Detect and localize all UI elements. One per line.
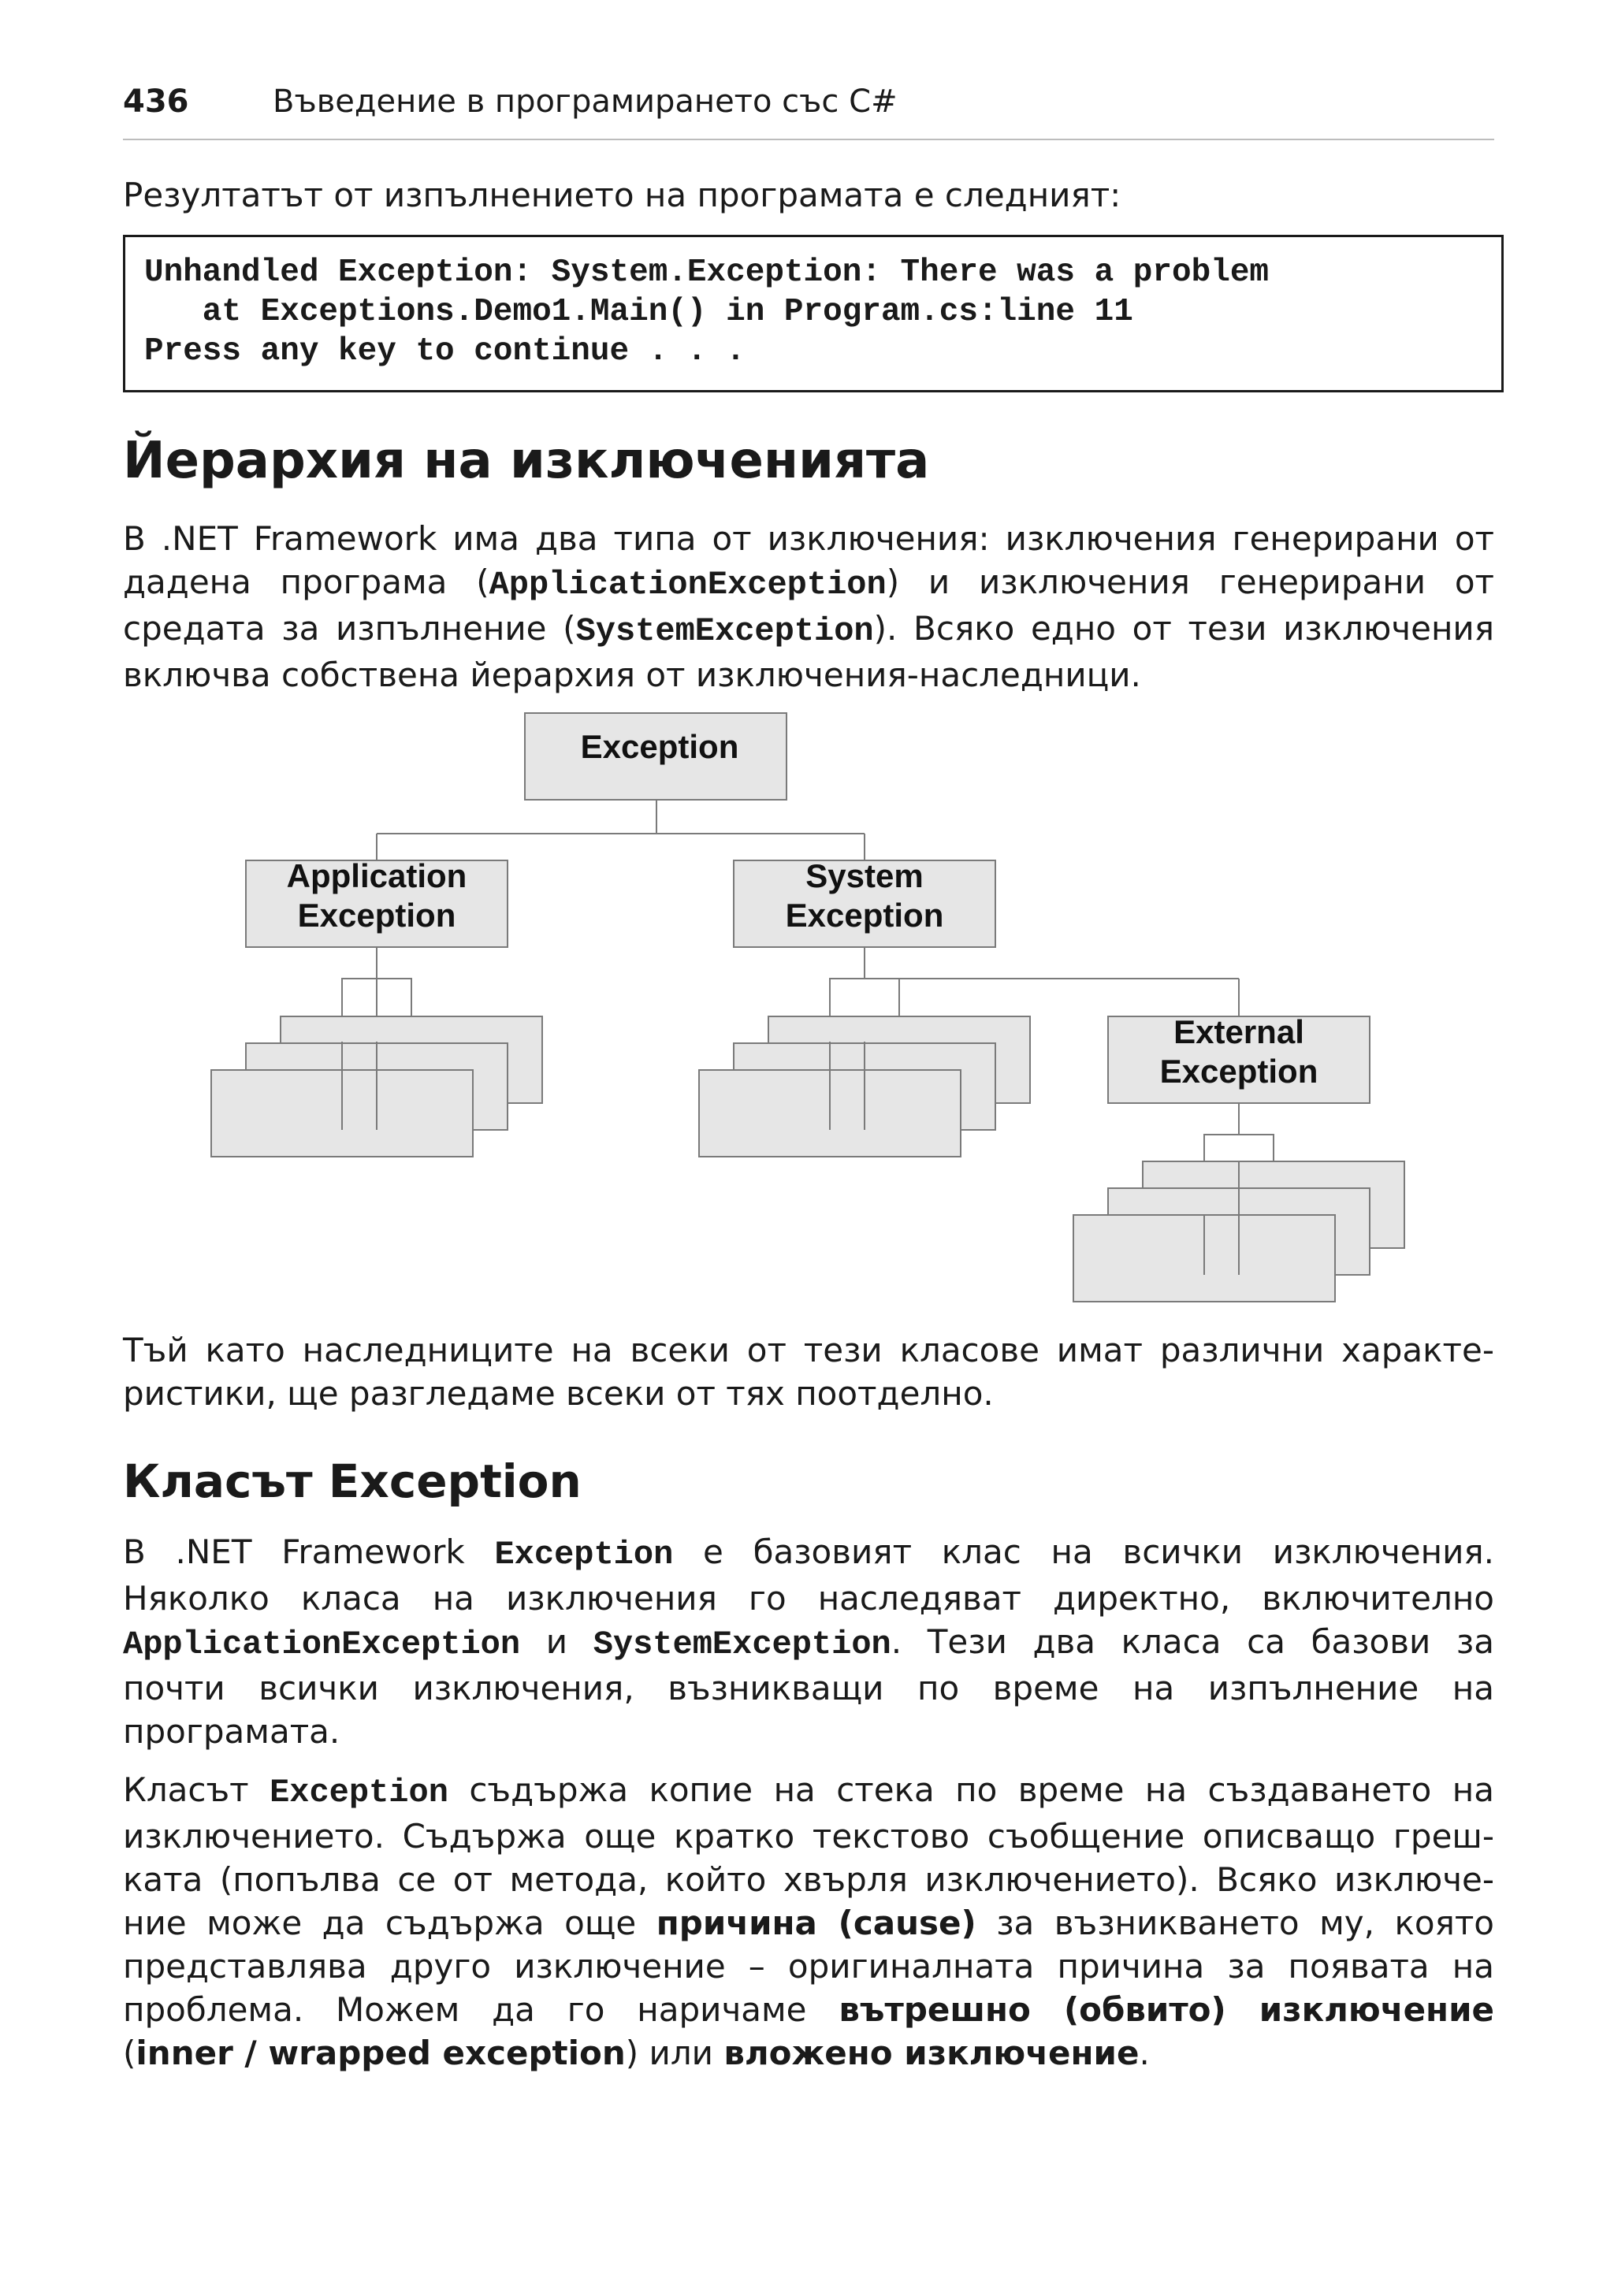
intro-paragraph: Резултатът от изпълнението на програмата е следният: [123,176,1121,214]
book-title: Въведение в програмирането със C# [273,84,898,120]
output-line: Press any key to continue . . . [144,333,746,370]
page-number: 436 [123,84,189,120]
text-line: В .NET Framework има два типа от изключения: изключения генерирани от [123,519,1494,558]
output-line: Unhandled Exception: System.Exception: There was a problem [144,254,1270,291]
text-span: ). Всяко едно от тези изключения [873,609,1494,648]
code-applicationexception: ApplicationException [123,1625,521,1663]
code-exception: Exception [494,1536,674,1573]
text-span: ) и изключения генерирани от [886,563,1494,601]
text-span: е базовият клас на всички изключения. [673,1533,1494,1571]
text-line [123,2031,1494,2075]
text-span: средата за изпълнение ( [123,609,576,648]
text-span: проблема. Можем да го наричаме [123,1990,839,2029]
bold-term-wrapped: inner / wrapped exception [136,2034,626,2072]
text-span: ( [123,2034,136,2072]
text-line [123,1530,1494,1577]
text-span: В .NET Framework [123,1533,495,1571]
text-line [123,1988,1494,2031]
text-span: . Тези два класа са базови за [891,1622,1494,1661]
code-applicationexception: ApplicationException [489,566,887,604]
text-span: . [1139,2034,1150,2072]
node-label-system-2: Exception [785,897,944,934]
text-line: ристики, ще разгледаме всеки от тях поотделно. [123,1374,994,1413]
text-span: дадена програма ( [123,563,489,601]
text-line: изключението. Съдържа още кратко текстово съобщение описващо греш- [123,1817,1494,1856]
text-span: съдържа копие на стека по време на създаването на [448,1770,1494,1809]
text-span: за възникването му, която [976,1904,1495,1942]
section-heading-exception-class: Класът Exception [123,1455,582,1508]
node-label-external: External [1173,1013,1304,1050]
text-line: почти всички изключения, възникващи по време на изпълнение на [123,1669,1494,1707]
output-line: at Exceptions.Demo1.Main() in Program.cs:line 11 [144,294,1133,330]
text-line [123,1620,1494,1666]
text-line: Тъй като наследниците на всеки от тези класове имат различни характе- [123,1331,1494,1369]
text-span: ) или [625,2034,724,2072]
section-heading-hierarchy: Йерархия на изключенията [123,432,930,490]
text-line [123,1901,1494,1945]
node-label-exception: Exception [580,728,739,765]
text-line: включва собствена йерархия от изключения-наследници. [123,656,1141,694]
code-exception: Exception [270,1774,448,1811]
text-line [123,1768,1494,1815]
bold-term-cause: причина (cause) [656,1904,976,1942]
text-span: ние може да съдържа още [123,1904,656,1942]
bold-term-nested: вложено изключение [723,2034,1140,2072]
text-span: и [520,1622,593,1661]
code-systemexception: SystemException [575,612,874,650]
code-systemexception: SystemException [593,1625,891,1663]
text-line: програмата. [123,1712,340,1751]
node-label-application: Application [286,857,467,894]
exception-class-paragraph-1 [123,1530,1494,1753]
text-line: представлява друго изключение – оригиналната причина за появата на [123,1947,1494,1986]
text-line: Няколко класа на изключения го наследяват директно, включително [123,1579,1494,1618]
node-label-external-2: Exception [1159,1053,1318,1090]
text-line: ката (попълва се от метода, който хвърля изключението). Всяко изключе- [123,1860,1494,1899]
bold-term-inner-exception: вътрешно (обвито) изключение [839,1990,1494,2029]
node-label-application-2: Exception [297,897,456,934]
node-label-system: System [805,857,924,894]
exception-class-paragraph-2 [123,1768,1494,2075]
text-span: Класът [123,1770,270,1809]
subclasses-paragraph [123,1328,1494,1415]
